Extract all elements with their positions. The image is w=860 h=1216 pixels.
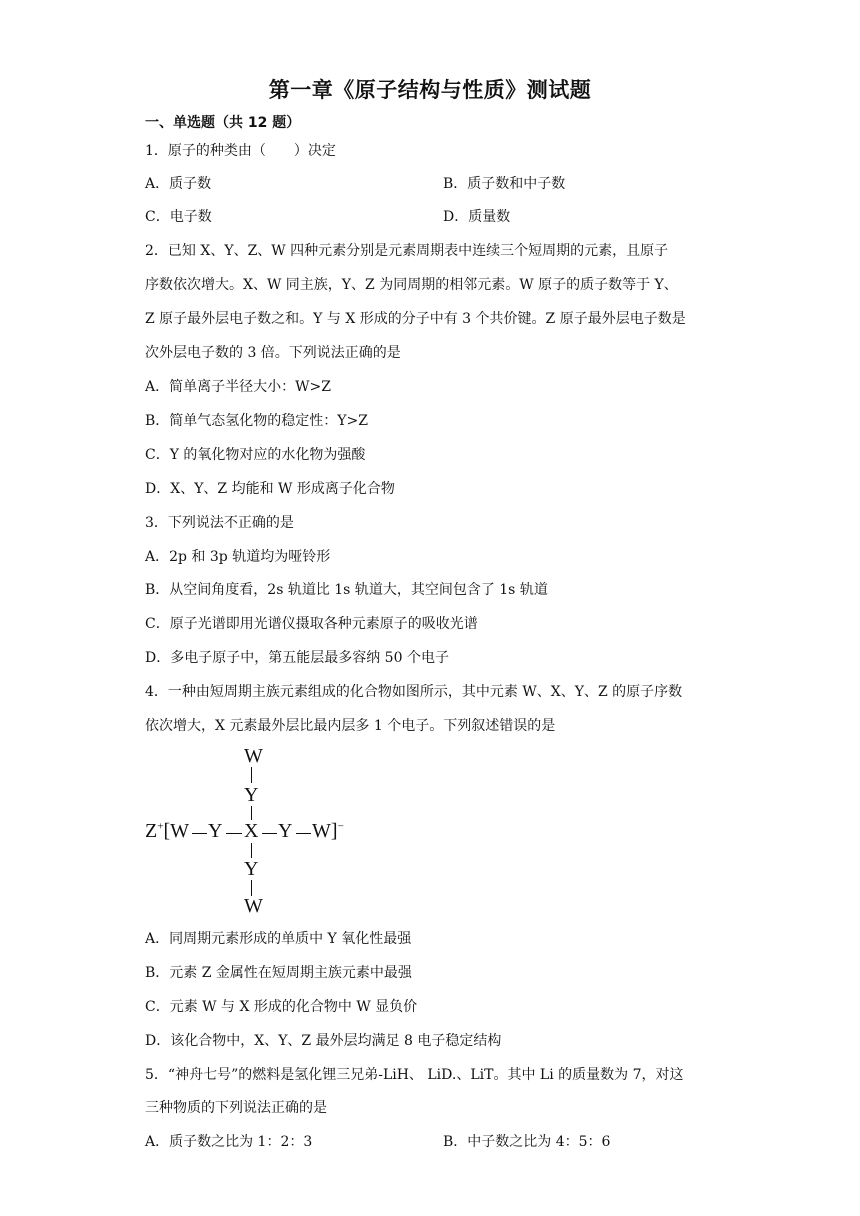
question-4-option-d: D．该化合物中，X、Y、Z 最外层均满足 8 电子稳定结构 (145, 1033, 502, 1049)
question-2-stem-line-3: Z 原子最外层电子数之和。Y 与 X 形成的分子中有 3 个共价键。Z 原子最外层电子数是 (145, 311, 686, 327)
atom-top-outer: W (244, 745, 263, 767)
section-heading: 一、单选题（共 12 题） (145, 115, 301, 131)
question-1-option-b: B．质子数和中子数 (443, 176, 566, 192)
question-2-option-c: C．Y 的氧化物对应的水化物为强酸 (145, 447, 366, 463)
question-2-stem-line-2: 序数依次增大。X、W 同主族，Y、Z 为同周期的相邻元素。W 原子的质子数等于 Y、 (145, 277, 678, 293)
atom-center: X (244, 820, 259, 842)
question-4-option-c: C．元素 W 与 X 形成的化合物中 W 显负价 (145, 999, 418, 1015)
question-5-stem-line-2: 三种物质的下列说法正确的是 (145, 1100, 327, 1116)
atom-left-inner: Y (208, 820, 223, 842)
bond-bottom-outer (251, 880, 252, 896)
question-3-option-d: D．多电子原子中，第五能层最多容纳 50 个电子 (145, 650, 449, 666)
atom-bottom-outer: W (244, 895, 263, 917)
atom-top-inner: Y (244, 784, 259, 806)
bond-top-outer (251, 767, 252, 783)
question-2-option-b: B．简单气态氢化物的稳定性：Y>Z (145, 413, 368, 429)
bond-left-outer (192, 833, 207, 834)
question-5-option-b: B．中子数之比为 4：5：6 (443, 1134, 611, 1150)
question-1-option-d: D．质量数 (443, 209, 511, 225)
bond-right-inner (262, 833, 277, 834)
bond-bottom-inner (251, 843, 252, 858)
question-5-option-a: A．质子数之比为 1：2：3 (145, 1134, 313, 1150)
question-1-option-a: A．质子数 (145, 176, 212, 192)
atom-bottom-inner: Y (244, 858, 259, 880)
question-3-option-b: B．从空间角度看，2s 轨道比 1s 轨道大，其空间包含了 1s 轨道 (145, 582, 548, 598)
question-3-stem: 3．下列说法不正确的是 (145, 515, 294, 531)
question-2-option-a: A．简单离子半径大小：W>Z (145, 379, 331, 395)
question-1-option-c: C．电子数 (145, 209, 212, 225)
question-2-option-d: D．X、Y、Z 均能和 W 形成离子化合物 (145, 481, 395, 497)
question-2-stem-line-4: 次外层电子数的 3 倍。下列说法正确的是 (145, 345, 401, 361)
bond-left-inner (226, 833, 242, 834)
bond-top-inner (251, 806, 252, 820)
bond-right-outer (296, 833, 311, 834)
cation-symbol: Z+[W (145, 820, 189, 842)
question-3-option-a: A．2p 和 3p 轨道均为哑铃形 (145, 549, 331, 565)
question-4-option-a: A．同周期元素形成的单质中 Y 氧化性最强 (145, 931, 412, 947)
page-title: 第一章《原子结构与性质》测试题 (268, 78, 592, 102)
anion-end: W]− (312, 820, 344, 842)
question-4-stem-line-2: 依次增大，X 元素最外层比最内层多 1 个电子。下列叙述错误的是 (145, 718, 556, 734)
question-2-stem-line-1: 2．已知 X、Y、Z、W 四种元素分别是元素周期表中连续三个短周期的元素，且原子 (145, 243, 669, 259)
question-3-option-c: C．原子光谱即用光谱仪摄取各种元素原子的吸收光谱 (145, 616, 478, 632)
question-1-stem: 1．原子的种类由（ ）决定 (145, 143, 336, 159)
question-4-option-b: B．元素 Z 金属性在短周期主族元素中最强 (145, 965, 412, 981)
question-4-stem-line-1: 4．一种由短周期主族元素组成的化合物如图所示，其中元素 W、X、Y、Z 的原子序数 (145, 684, 683, 700)
question-5-stem-line-1: 5．“神舟七号”的燃料是氢化锂三兄弟-LiH、 LiD.、LiT。其中 Li 的质量数为 7，对这 (145, 1067, 684, 1083)
atom-right-inner: Y (278, 820, 293, 842)
